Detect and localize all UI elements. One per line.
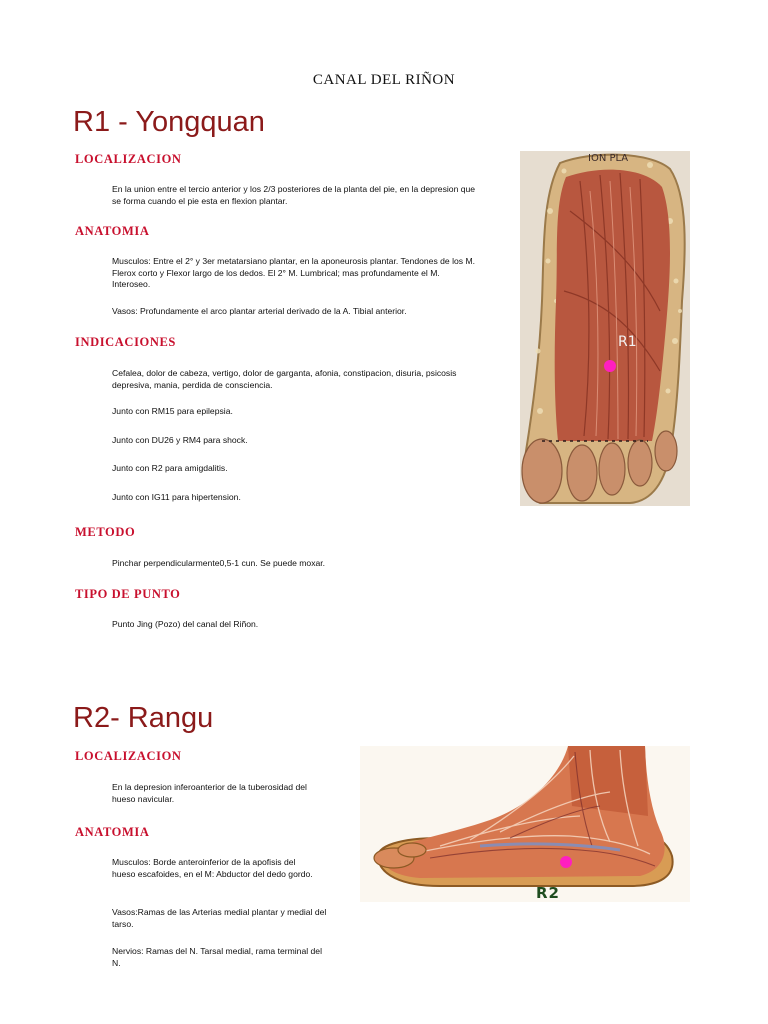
r1-anatomia-heading: ANATOMIA <box>75 224 150 238</box>
r1-foot-illustration <box>520 151 690 506</box>
r1-indicacion-item-1: Junto con RM15 para epilepsia. <box>112 406 233 416</box>
r1-tipo-text: Punto Jing (Pozo) del canal del Riñon. <box>112 619 259 629</box>
r2-localizacion-heading: LOCALIZACION <box>75 749 182 763</box>
r1-anatomia-musculos: Musculos: Entre el 2° y 3er metatarsiano plantar, en la aponeurosis plantar. Tendones de los M. Flerox corto y Flexor largo de los dedos. El 2° M. Lumbrical; mas profundamente el M. Interoseo. <box>112 256 475 289</box>
r1-indicaciones-heading: INDICACIONES <box>75 335 176 349</box>
r1-figure-label: R1 <box>618 334 637 350</box>
r2-anatomia-nervios: Nervios: Ramas del N. Tarsal medial, rama terminal del N. <box>112 946 322 968</box>
r1-point-marker <box>604 360 616 372</box>
r1-indicacion-item-2: Junto con DU26 y RM4 para shock. <box>112 435 248 445</box>
r1-indicacion-item-4: Junto con IG11 para hipertension. <box>112 492 241 502</box>
r1-metodo-text: Pinchar perpendicularmente0,5-1 cun. Se puede moxar. <box>112 558 326 568</box>
r1-metodo-heading: METODO <box>75 525 136 539</box>
r1-localizacion-heading: LOCALIZACION <box>75 152 182 166</box>
r2-point-marker <box>560 856 572 868</box>
r1-localizacion-text: En la union entre el tercio anterior y los 2/3 posteriores de la planta del pie, en la depresion que se forma cuando el pie esta en flexion plantar. <box>112 184 476 206</box>
r2-anatomia-musculos: Musculos: Borde anteroinferior de la apofisis del hueso escafoides, en el M: Abductor del dedo gordo. <box>112 857 313 879</box>
r2-anatomia-heading: ANATOMIA <box>75 825 150 839</box>
r1-anatomia-vasos: Vasos: Profundamente el arco plantar arterial derivado de la A. Tibial anterior. <box>112 306 407 316</box>
r2-foot-illustration <box>360 746 690 902</box>
r1-indicaciones-text: Cefalea, dolor de cabeza, vertigo, dolor de garganta, afonia, constipacion, disuria, psicosis depresiva, mania, perdida de consciencia. <box>112 368 457 390</box>
r2-localizacion-text: En la depresion inferoanterior de la tuberosidad del hueso navicular. <box>112 782 307 804</box>
r1-figure-header-text: ION PLA <box>588 153 629 164</box>
r2-anatomia-vasos: Vasos:Ramas de las Arterias medial plantar y medial del tarso. <box>112 907 327 929</box>
r2-figure-label: R2 <box>536 884 560 902</box>
r1-tipo-heading: TIPO DE PUNTO <box>75 587 181 601</box>
document-title: CANAL DEL RIÑON <box>312 72 456 88</box>
r2-title: R2- Rangu <box>73 702 214 734</box>
r1-indicacion-item-3: Junto con R2 para amigdalitis. <box>112 463 228 473</box>
r1-title: R1 - Yongquan <box>73 106 265 138</box>
